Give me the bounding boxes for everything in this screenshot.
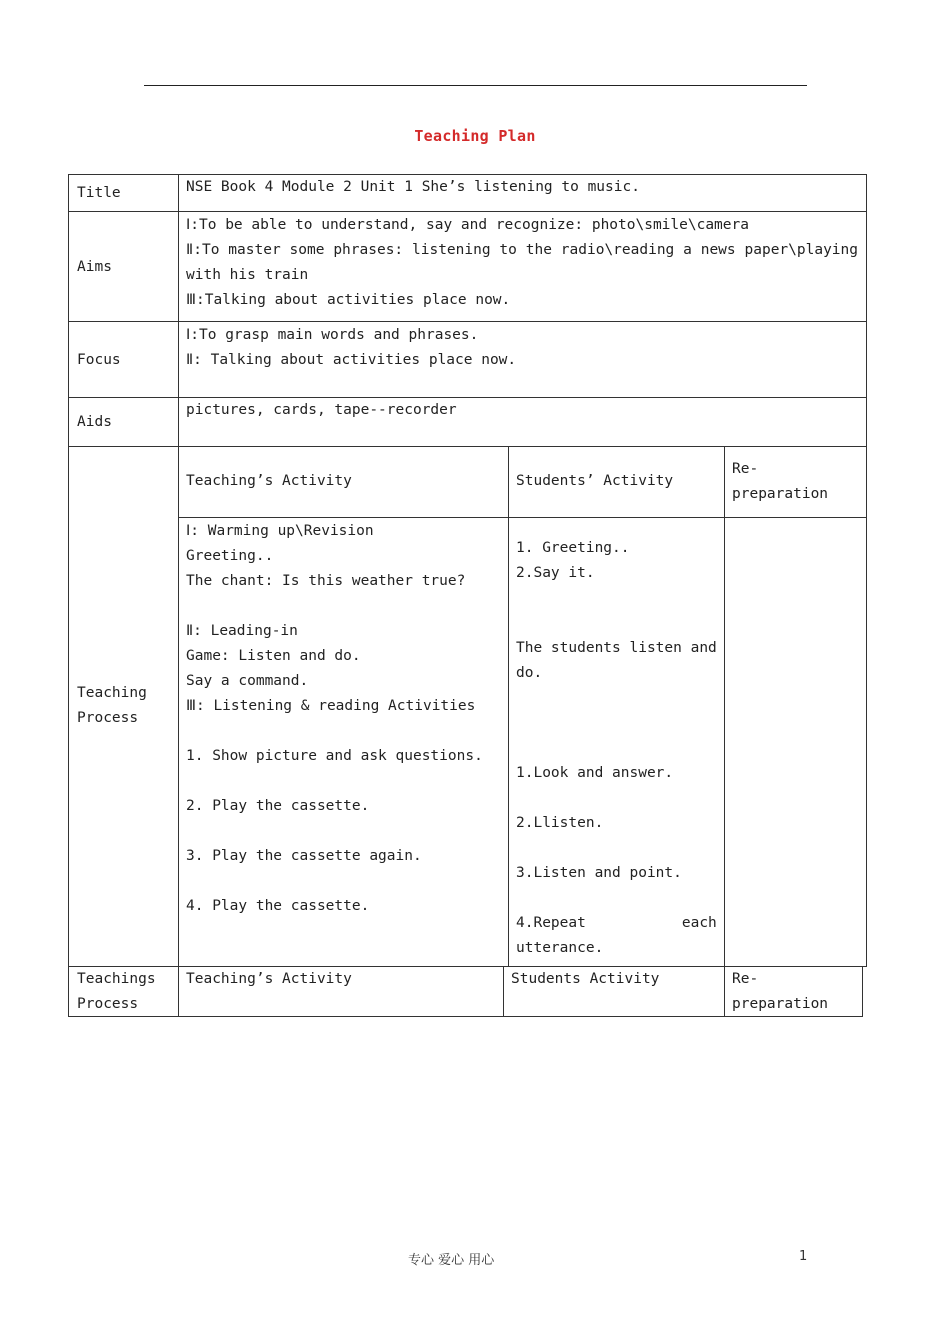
process-label-line: Teaching <box>77 685 147 701</box>
bottom-process-label-cell <box>68 966 179 1017</box>
aims-line: Ⅲ:Talking about activities place now. <box>186 292 511 308</box>
teacher-activity-header-cell <box>178 446 509 518</box>
teacher-activity-line: Greeting.. <box>186 548 274 564</box>
page-title: Teaching Plan <box>414 127 536 145</box>
teacher-activity-line: Game: Listen and do. <box>186 648 361 664</box>
students-activity-line: 3.Listen and point. <box>516 865 682 881</box>
aims-line: Ⅱ:To master some phrases: listening to the radio\reading a news paper\playing <box>186 242 858 258</box>
process-label-line: Process <box>77 710 139 726</box>
title-label: Title <box>77 185 121 201</box>
students-activity-line: 1. Greeting.. <box>516 540 630 556</box>
focus-label: Focus <box>77 352 121 368</box>
bottom-repreparation-line: preparation <box>732 996 829 1012</box>
aims-value-cell <box>178 211 867 322</box>
bottom-process-label-line: Teachings <box>77 971 156 987</box>
title-label-cell <box>68 174 179 212</box>
aids-label-cell <box>68 397 179 447</box>
page-number: 1 <box>799 1249 808 1264</box>
bottom-repreparation-line: Re- <box>732 971 759 987</box>
teacher-activity-header: Teaching’s Activity <box>186 473 352 489</box>
teacher-activity-line: Ⅲ: Listening & reading Activities <box>186 698 476 714</box>
title-value: NSE Book 4 Module 2 Unit 1 She’s listening to music. <box>186 179 640 195</box>
aids-value-cell <box>178 397 867 447</box>
teacher-activity-line: 3. Play the cassette again. <box>186 848 422 864</box>
students-activity-cell <box>508 517 725 967</box>
students-activity-line: do. <box>516 665 543 681</box>
repreparation-cell <box>724 517 867 967</box>
students-activity-line: 4.Repeat each <box>516 915 717 931</box>
students-activity-header: Students’ Activity <box>516 473 674 489</box>
teacher-activity-line: 2. Play the cassette. <box>186 798 370 814</box>
teacher-activity-line: Ⅱ: Leading-in <box>186 623 298 639</box>
title-value-cell <box>178 174 867 212</box>
aids-label: Aids <box>77 414 112 430</box>
footer-motto: 专心 爱心 用心 <box>408 1253 495 1268</box>
students-activity-line: utterance. <box>516 940 604 956</box>
focus-label-cell <box>68 321 179 398</box>
teacher-activity-line: Say a command. <box>186 673 309 689</box>
repreparation-header-cell <box>724 446 867 518</box>
students-activity-line: 2.Llisten. <box>516 815 604 831</box>
aims-label-cell <box>68 211 179 322</box>
repreparation-header-line: Re- <box>732 461 759 477</box>
aims-text <box>186 213 858 313</box>
aims-line: with his train <box>186 267 309 283</box>
focus-line: Ⅱ: Talking about activities place now. <box>186 352 517 368</box>
aids-value: pictures, cards, tape--recorder <box>186 402 457 418</box>
bottom-teacher-activity-cell <box>178 966 504 1017</box>
teacher-activity-list <box>186 519 483 919</box>
teacher-activity-line: 4. Play the cassette. <box>186 898 370 914</box>
bottom-students-activity: Students Activity <box>511 971 660 987</box>
teacher-activity-line: 1. Show picture and ask questions. <box>186 748 483 764</box>
focus-text <box>186 323 516 373</box>
bottom-teacher-activity: Teaching’s Activity <box>186 971 352 987</box>
repreparation-header-line: preparation <box>732 486 829 502</box>
teacher-activity-cell <box>178 517 509 967</box>
header-rule <box>144 85 807 86</box>
focus-value-cell <box>178 321 867 398</box>
bottom-process-label-line: Process <box>77 996 139 1012</box>
aims-label: Aims <box>77 259 112 275</box>
teacher-activity-line: The chant: Is this weather true? <box>186 573 466 589</box>
teacher-activity-line: Ⅰ: Warming up\Revision <box>186 523 374 539</box>
students-activity-header-cell <box>508 446 725 518</box>
students-activity-line: 1.Look and answer. <box>516 765 674 781</box>
students-activity-list <box>516 536 716 961</box>
process-label-cell <box>68 446 179 967</box>
students-activity-line: 2.Say it. <box>516 565 595 581</box>
aims-line: Ⅰ:To be able to understand, say and recognize: photo\smile\camera <box>186 217 749 233</box>
bottom-students-activity-cell <box>503 966 725 1017</box>
focus-line: Ⅰ:To grasp main words and phrases. <box>186 327 479 343</box>
bottom-repreparation-cell <box>724 966 863 1017</box>
students-activity-line: The students listen and <box>516 640 717 656</box>
